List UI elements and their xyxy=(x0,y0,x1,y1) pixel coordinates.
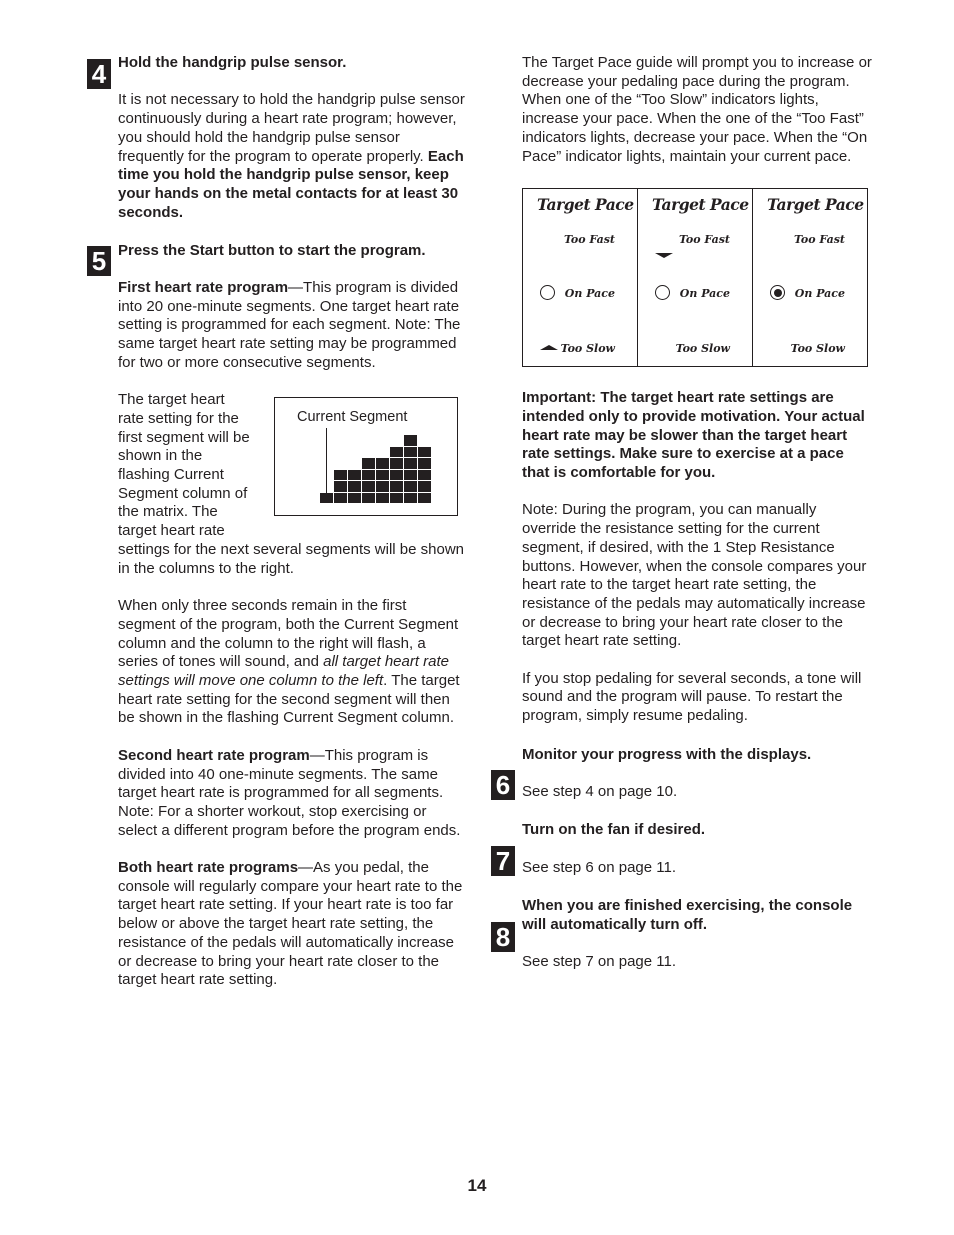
first-program-label: First heart rate program xyxy=(118,278,289,296)
both-programs-label: Both heart rate programs xyxy=(118,859,299,876)
matrix-cell xyxy=(334,470,347,481)
step-7-body: See step 6 on page 11. xyxy=(522,858,677,876)
current-segment-cell xyxy=(320,493,333,504)
step-8-badge: 8 xyxy=(491,922,515,952)
matrix-cell xyxy=(404,447,417,458)
matrix-cell xyxy=(404,481,417,492)
matrix-cell xyxy=(348,493,361,504)
pace-title: Target Pace xyxy=(767,195,864,215)
too-fast-label: Too Fast xyxy=(678,233,730,247)
pace-title: Target Pace xyxy=(537,195,634,215)
too-slow-arrow-icon xyxy=(540,345,558,350)
matrix-cell xyxy=(362,470,375,481)
matrix-cell xyxy=(348,470,361,481)
too-fast-label: Too Fast xyxy=(563,233,615,247)
matrix-cell xyxy=(334,481,347,492)
matrix-cell xyxy=(390,493,403,504)
too-slow-label: Too Slow xyxy=(790,342,845,356)
right-column xyxy=(522,54,872,972)
on-pace-indicator-icon xyxy=(655,285,670,300)
too-slow-label: Too Slow xyxy=(560,342,615,356)
matrix-intro: The target heart rate setting for the first segment will be shown in the flashing Current Segment column of the matrix. The target heart rate xyxy=(118,391,250,540)
pause-paragraph: If you stop pedaling for several seconds, a tone will sound and the program will pause. To restart the program, simply resume pedaling. xyxy=(522,669,862,725)
matrix-cell xyxy=(390,447,403,458)
step-5-badge: 5 xyxy=(87,246,111,276)
step-6-body: See step 4 on page 10. xyxy=(522,782,678,800)
matrix-cell xyxy=(404,493,417,504)
segment-matrix xyxy=(320,435,432,507)
pace-panel-on-pace xyxy=(753,189,867,366)
step-8-heading: When you are finished exercising, the console will automatically turn off. xyxy=(522,897,853,933)
pace-panel-too-fast xyxy=(638,189,753,366)
matrix-cell xyxy=(362,481,375,492)
matrix-cell xyxy=(362,458,375,469)
pace-title: Target Pace xyxy=(652,195,749,215)
matrix-cell xyxy=(376,458,389,469)
matrix-cell xyxy=(404,458,417,469)
matrix-cell xyxy=(348,481,361,492)
second-program-paragraph: Second heart rate program—This program is divided into 40 one-minute segments. The same target heart rate is programmed for all segments. Note: For a shorter workout, stop exercising or select a different program before the program ends. xyxy=(118,746,461,839)
too-fast-label: Too Fast xyxy=(793,233,845,247)
matrix-section xyxy=(118,391,468,559)
current-segment-label: Current Segment xyxy=(297,409,408,426)
matrix-cell xyxy=(418,481,431,492)
segment-shift-paragraph: When only three seconds remain in the first segment of the program, both the Current Segment column and the column to the right will flash, a series of tones will sound, and all target heart rate settings will move one column to the left. The target heart rate setting for the second segment will then be shown in the flashing Current Segment column. xyxy=(118,597,460,727)
step-4-heading: Hold the handgrip pulse sensor. xyxy=(118,54,347,71)
matrix-cell xyxy=(418,493,431,504)
matrix-cell xyxy=(390,458,403,469)
on-pace-indicator-icon xyxy=(540,285,555,300)
step-6-badge: 6 xyxy=(491,770,515,800)
step-4-warning: Each time you hold the handgrip pulse sensor, keep your hands on the metal contacts for at least 30 seconds. xyxy=(118,147,464,221)
step-7-badge: 7 xyxy=(491,846,515,876)
matrix-cell xyxy=(376,493,389,504)
step-4-body: It is not necessary to hold the handgrip pulse sensor continuously during a heart rate program; however, you should hold the handgrip pulse sensor frequently for the program to operate properly. Each time you hold the handgrip pulse sensor, keep your hands on the metal contacts for at least 30 seconds. xyxy=(118,91,465,221)
matrix-cell xyxy=(404,470,417,481)
matrix-cell xyxy=(376,481,389,492)
matrix-cell xyxy=(390,470,403,481)
override-note: Note: During the program, you can manually override the resistance setting for the current segment, if desired, with the 1 Step Resistance buttons. However, when the console compares your heart rate to the target heart rate setting, the resistance of the pedals may automatically increase or decrease to bring your heart rate closer to the target heart rate setting. xyxy=(522,501,867,650)
step-7-heading: Turn on the fan if desired. xyxy=(522,821,706,839)
on-pace-label: On Pace xyxy=(564,287,615,301)
matrix-cell xyxy=(418,458,431,469)
matrix-cell xyxy=(334,493,347,504)
pace-panel-too-slow xyxy=(523,189,638,366)
first-program-paragraph: First heart rate program—This program is divided into 20 one-minute segments. One target heart rate setting is programmed for each segment. Note: The same target heart rate setting may be programmed for two or more consecutive segments. xyxy=(118,278,461,371)
too-fast-arrow-icon xyxy=(655,253,673,258)
step-6-heading: Monitor your progress with the displays. xyxy=(522,745,812,763)
important-notice: Important: The target heart rate settings are intended only to provide motivation. Your actual heart rate may be slower than the target heart rate settings. Make sure to exercise at a pace that is comfortable for you. xyxy=(522,389,865,482)
page-number: 14 xyxy=(467,1176,487,1195)
matrix-cell xyxy=(390,481,403,492)
too-slow-label: Too Slow xyxy=(675,342,730,356)
both-programs-paragraph: Both heart rate programs—As you pedal, the console will regularly compare your heart rate to the target heart rate setting. If your heart rate is too far below or above the target heart rate setting, the resistance of the pedals will automatically increase or decrease to bring your heart rate closer to the target heart rate setting. xyxy=(118,859,463,989)
matrix-cell xyxy=(418,447,431,458)
matrix-cell xyxy=(418,470,431,481)
on-pace-label: On Pace xyxy=(794,287,845,301)
matrix-continuation: settings for the next several segments will be shown in the columns to the right. xyxy=(118,541,465,577)
matrix-cell xyxy=(376,470,389,481)
matrix-cell xyxy=(362,493,375,504)
matrix-figure xyxy=(274,397,458,516)
left-column xyxy=(118,54,468,990)
second-program-label: Second heart rate program xyxy=(118,746,310,764)
matrix-cell xyxy=(404,435,417,446)
target-pace-figure xyxy=(522,188,868,367)
step-4-badge: 4 xyxy=(87,59,111,89)
on-pace-lit-indicator-icon xyxy=(770,285,785,300)
step-5-heading: Press the Start button to start the program. xyxy=(118,241,426,259)
segment-shift-emphasis: all target heart rate settings will move one column to the left xyxy=(118,653,450,689)
pace-intro: The Target Pace guide will prompt you to increase or decrease your pedaling pace during the program. When one of the “Too Slow” indicators lights, increase your pace. When the one of the “Too Fast” indicators lights, decrease your pace. When the “On Pace” indicator lights, maintain your current pace. xyxy=(522,54,872,165)
on-pace-label: On Pace xyxy=(679,287,730,301)
step-8-body: See step 7 on page 11. xyxy=(522,953,677,971)
